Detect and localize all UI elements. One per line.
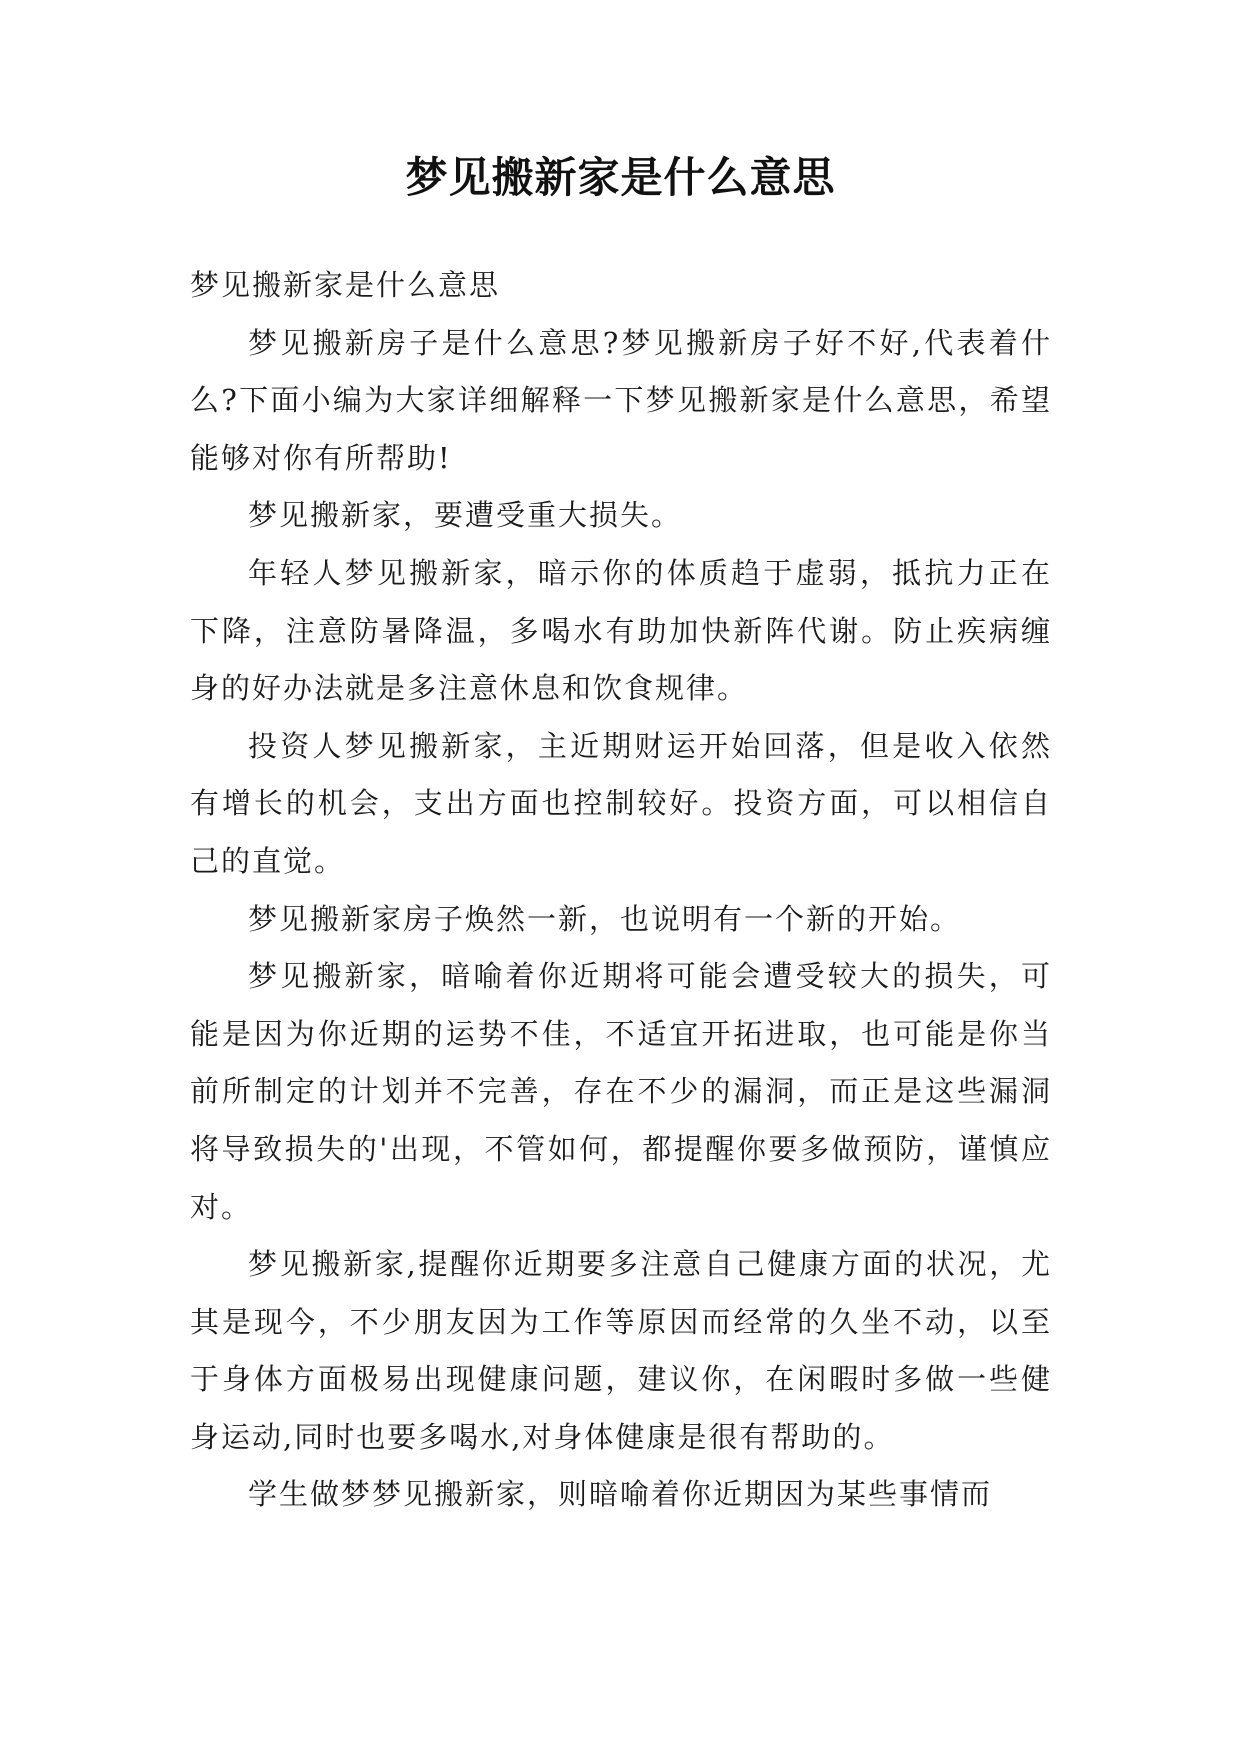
document-title: 梦见搬新家是什么意思 (405, 153, 836, 202)
paragraph: 梦见搬新家,提醒你近期要多注意自己健康方面的状况，尤其是现今，不少朋友因为工作等原因而经常的久坐不动，以至于身体方面极易出现健康问题，建议你，在闲暇时多做一些健身运动,同时也要多喝水,对身体健康是很有帮助的。 (190, 1247, 1052, 1454)
paragraph: 梦见搬新家，要遭受重大损失。 (248, 498, 683, 533)
paragraph: 梦见搬新家房子焕然一新，也说明有一个新的开始。 (248, 901, 962, 936)
paragraph: 梦见搬新家，暗喻着你近期将可能会遭受较大的损失，可能是因为你近期的运势不佳，不适宜开拓进取，也可能是你当前所制定的计划并不完善，存在不少的漏洞，而正是这些漏洞将导致损失的'出现，不管如何，都提醒你要多做预防，谨慎应对。 (190, 959, 1052, 1224)
paragraph: 学生做梦梦见搬新家，则暗喻着你近期因为某些事情而 (248, 1477, 993, 1512)
paragraph: 投资人梦见搬新家，主近期财运开始回落，但是收入依然有增长的机会，支出方面也控制较好。投资方面，可以相信自己的直觉。 (190, 728, 1052, 878)
paragraph: 年轻人梦见搬新家，暗示你的体质趋于虚弱，抵抗力正在下降，注意防暑降温，多喝水有助加快新阵代谢。防止疾病缠身的好办法就是多注意休息和饮食规律。 (190, 555, 1052, 706)
paragraph: 梦见搬新房子是什么意思?梦见搬新房子好不好,代表着什么?下面小编为大家详细解释一下梦见搬新家是什么意思，希望能够对你有所帮助! (190, 325, 1052, 475)
document-body (190, 257, 1052, 1524)
paragraph-heading: 梦见搬新家是什么意思 (190, 268, 501, 302)
